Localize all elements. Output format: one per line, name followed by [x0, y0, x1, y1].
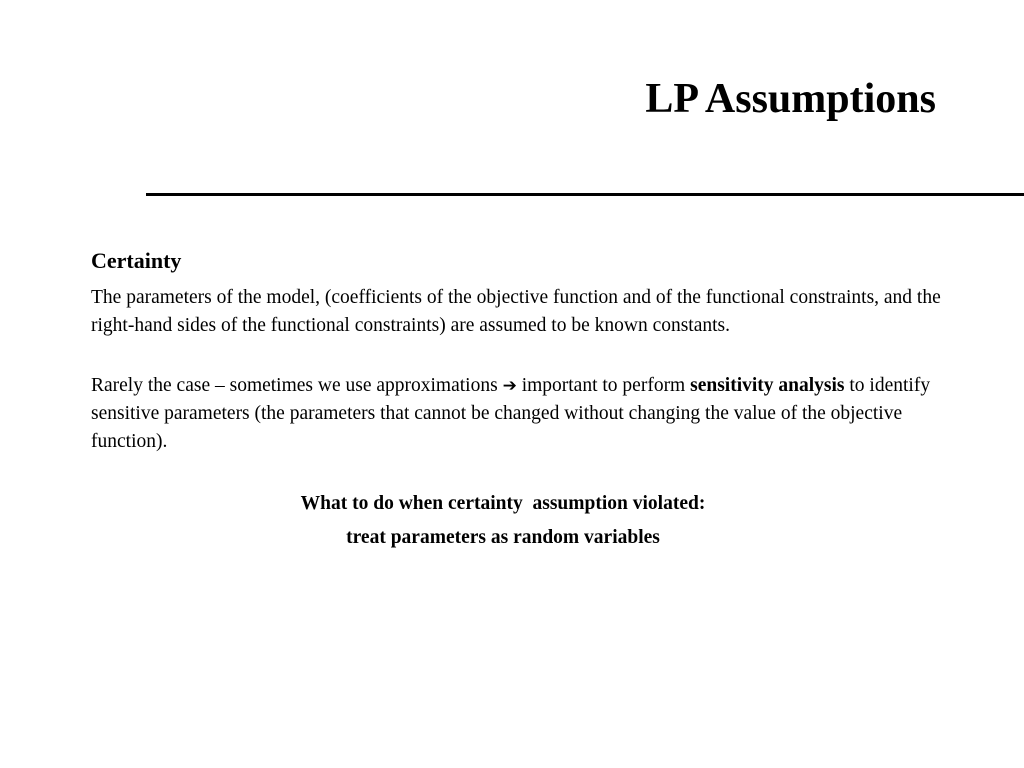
paragraph-sensitivity-part1: Rarely the case – sometimes we use approximations: [91, 375, 498, 396]
sensitivity-analysis-term: sensitivity analysis: [690, 375, 845, 396]
paragraph-sensitivity-part3: to identify sensitive parameters (the parameters that cannot be changed without changing the value of the objective function).: [91, 375, 931, 452]
paragraph-sensitivity-part2: important to perform: [521, 375, 686, 396]
slide-title: LP Assumptions: [645, 76, 936, 122]
section-heading: Certainty: [91, 248, 182, 273]
right-arrow-icon: ➔: [502, 376, 517, 396]
title-divider: [146, 193, 1024, 196]
question-line: What to do when certainty assumption violated:: [300, 493, 706, 514]
slide-body: [91, 246, 941, 552]
paragraph-sensitivity: [91, 372, 941, 456]
answer-line: treat parameters as random variables: [346, 527, 660, 548]
paragraph-definition: The parameters of the model, (coefficients of the objective function and of the functional constraints, and the right-hand sides of the functional constraints) are assumed to be known constants.: [91, 287, 941, 336]
